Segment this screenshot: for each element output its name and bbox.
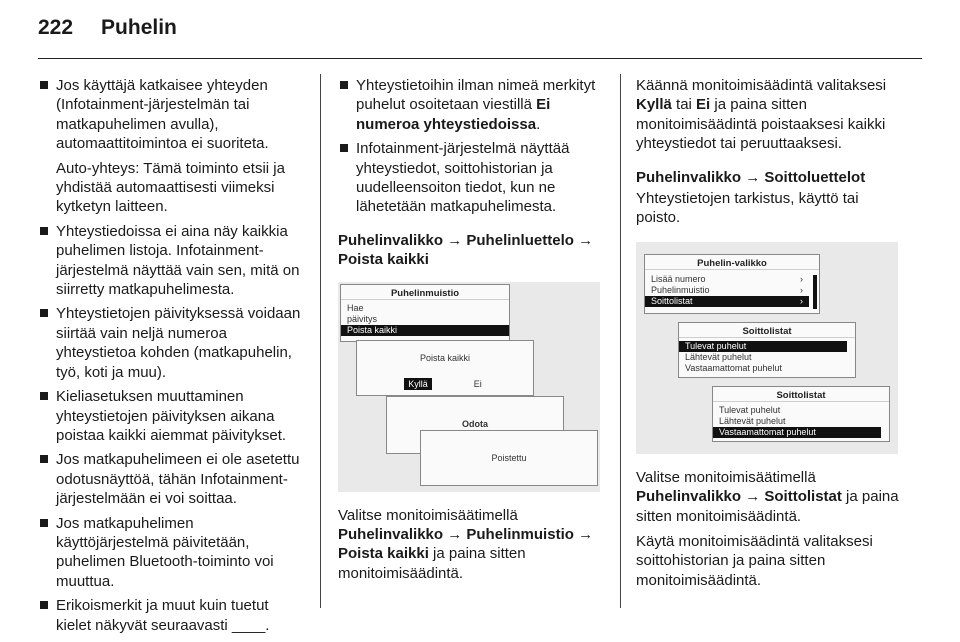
column-3 (636, 76, 902, 600)
bullet-item: Erikoismerkit ja muut kuin tuetut kielet näkyvät seuraavasti ____. (38, 596, 306, 635)
menu-path-step: Puhelinvalikko (338, 231, 444, 249)
phone-menu (644, 254, 820, 314)
menu-item-selected[interactable] (679, 341, 847, 352)
menu-path-step: Poista kaikki (338, 251, 429, 269)
page-number: 222 (38, 16, 74, 39)
arrow-icon: → (578, 231, 594, 249)
page-header (38, 16, 177, 48)
bold-text: Puhelinvalikko (338, 526, 444, 544)
bold-text: Ei (696, 96, 711, 114)
text: Valitse monitoimisäätimellä (338, 506, 518, 524)
description: Yhteystietojen tarkistus, käyttö tai poisto. (636, 190, 859, 227)
menu-item-selected[interactable] (341, 325, 509, 336)
menu-item-label: Poista kaikki (347, 324, 398, 335)
bullet-item: Yhteystietojen päivityksessä voidaan siirtää vain neljä numeroa yhteystietoa kohden (matkapuhelin, työ, koti ja muu). (38, 304, 306, 382)
text: ja paina sitten monitoimisäädintä. (338, 545, 526, 582)
bullet-item: Infotainment-järjestelmä näyttää yhteystiedot, soittohistorian ja uudelleensoiton tiedot, kun ne lähetetään matkapuhelimesta. (338, 139, 604, 217)
instruction-paragraph (636, 76, 902, 154)
dialog-title: Poistettu (491, 452, 527, 463)
menu-path-step: Puhelinluettelo (466, 231, 574, 249)
bullet-subparagraph: Auto-yhteys: Tämä toiminto etsii ja yhdistää automaattisesti viimeksi kytketyn laitteen. (56, 159, 285, 216)
text: tai (671, 96, 697, 114)
text: . (536, 115, 541, 133)
window-title: Puhelin-valikko (645, 255, 819, 270)
phonebook-menu (340, 284, 510, 342)
menu-item-label: Lähtevät puhelut (719, 415, 786, 426)
chevron-right-icon: › (800, 295, 803, 306)
arrow-icon: → (447, 231, 463, 249)
menu-item[interactable] (341, 303, 509, 314)
arrow-icon: → (578, 526, 594, 544)
menu-path (636, 168, 902, 187)
text: Käännä monitoimisäädintä valitaksesi (636, 77, 887, 94)
column-2 (338, 76, 604, 593)
text: ja paina sitten monitoimisäädintä. (636, 488, 899, 525)
arrow-icon: → (745, 488, 761, 506)
menu-item[interactable] (713, 405, 889, 416)
menu-item[interactable] (679, 352, 855, 363)
bold-text: Soittolistat (764, 488, 842, 506)
delete-all-dialog (356, 340, 534, 396)
column-divider (620, 74, 621, 608)
call-lists-menu (678, 322, 856, 378)
bold-text: Puhelinvalikko (636, 488, 742, 506)
column-1 (38, 76, 306, 640)
menu-item-label: Hae (347, 302, 364, 313)
chevron-right-icon: › (800, 273, 803, 284)
bold-text: Puhelinmuistio (466, 526, 574, 544)
window-title: Soittolistat (713, 387, 889, 402)
menu-item-selected[interactable] (713, 427, 881, 438)
bullet-item: Jos matkapuhelimeen ei ole asetettu odotusnäyttöä, tähän Infotainment-järjestelmään ei voi soittaa. (38, 450, 306, 508)
deleted-dialog (420, 430, 598, 486)
text: Yhteystietoihin ilman nimeä merkityt puhelut osoitetaan viestillä (356, 77, 596, 114)
menu-item-label: Lisää numero (651, 273, 706, 284)
window-title: Soittolistat (679, 323, 855, 338)
dialog-title: Odota (462, 418, 488, 429)
text: Valitse monitoimisäätimellä (636, 468, 816, 486)
menu-item[interactable] (645, 285, 809, 296)
menu-item-label: Vastaamattomat puhelut (685, 362, 782, 373)
bullet-item: Jos matkapuhelimen käyttöjärjestelmä päivitetään, puhelimen Bluetooth-toiminto voi muuttua. (38, 514, 306, 592)
dialog-buttons (357, 378, 533, 390)
menu-item-label: Lähtevät puhelut (685, 351, 752, 362)
chapter-title: Puhelin (101, 16, 177, 39)
menu-item[interactable] (645, 274, 809, 285)
instruction-paragraph: Käytä monitoimisäädintä valitaksesi soittohistorian ja paina sitten monitoimisäädintä. (636, 533, 873, 589)
menu-item[interactable] (713, 416, 889, 427)
menu-item-label: Tulevat puhelut (685, 340, 747, 351)
menu-item-label: Vastaamattomat puhelut (719, 426, 816, 437)
window-title: Puhelinmuistio (341, 285, 509, 300)
bullet-item: Yhteystiedoissa ei aina näy kaikkia puhelimen listoja. Infotainment-järjestelmä näyttää vain sen, mitä on siirretty matkapuhelimesta. (38, 222, 306, 300)
menu-path (338, 231, 604, 270)
bullet-item: Kieliasetuksen muuttaminen yhteystietojen päivityksen aikana poistaa kaikki aiemmat päivitykset. (38, 387, 306, 445)
bold-text: Poista kaikki (338, 545, 429, 563)
menu-item-selected[interactable] (645, 296, 809, 307)
menu-item-label: päivitys (347, 313, 378, 324)
bold-text: Ei numeroa yhteystiedoissa (356, 96, 551, 133)
arrow-icon: → (447, 526, 463, 544)
menu-item[interactable] (341, 314, 509, 325)
chevron-right-icon: › (800, 284, 803, 295)
arrow-icon: → (745, 168, 761, 186)
menu-path-step: Puhelinvalikko (636, 168, 742, 186)
no-button[interactable]: Ei (473, 378, 482, 389)
menu-path-step: Soittoluettelot (764, 168, 866, 186)
menu-item-label: Tulevat puhelut (719, 404, 781, 415)
menu-item-label: Soittolistat (651, 295, 693, 306)
column-divider (320, 74, 321, 608)
menu-item[interactable] (679, 363, 855, 374)
screenshot-call-lists (636, 242, 898, 454)
menu-item-label: Puhelinmuistio (651, 284, 710, 295)
yes-button[interactable]: Kyllä (404, 378, 432, 390)
scrollbar[interactable] (813, 275, 817, 309)
screenshot-delete-contacts (338, 282, 600, 492)
text: ja paina sitten monitoimisäädintä poistaaksesi kaikki yhteystiedot tai peruuttaaksesi. (636, 96, 886, 153)
instruction-paragraph (338, 506, 604, 584)
bullet-item: Jos käyttäjä katkaisee yhteyden (Infotainment-järjestelmän tai matkapuhelimen avulla), automaattitoimintoa ei suoriteta. (38, 76, 306, 154)
instruction-paragraph (636, 468, 902, 526)
call-lists-menu-missed (712, 386, 890, 442)
bold-text: Kyllä (636, 96, 672, 114)
bullet-item (338, 76, 604, 134)
header-rule (38, 58, 922, 59)
dialog-title: Poista kaikki (419, 352, 471, 363)
